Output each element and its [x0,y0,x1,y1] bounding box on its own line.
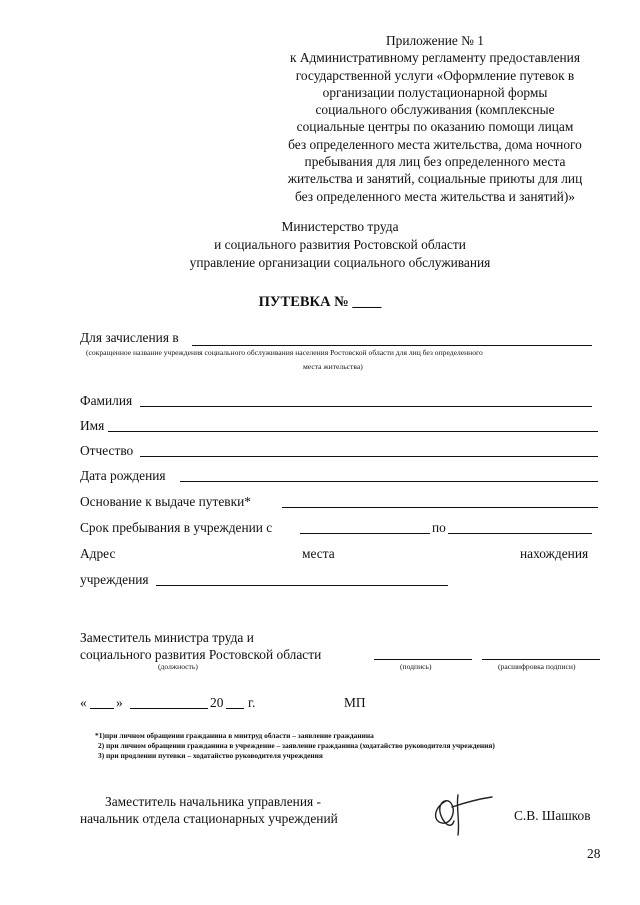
name-field[interactable] [108,431,598,432]
footnote: 2) при личном обращении гражданина в учреждение – заявление гражданина (ходатайство руководителя учреждения) [98,741,495,750]
appendix-line: без определенного места жительства, дома ночного [288,136,582,152]
address-word: нахождения [520,546,589,561]
date-year-suffix: г. [248,695,256,710]
enroll-hint-continued: места жительства) [303,362,363,371]
patronymic-label: Отчество [80,443,134,458]
appendix-header [250,32,620,205]
enroll-field[interactable] [192,345,592,346]
surname-field[interactable] [140,406,592,407]
basis-field[interactable] [282,507,598,508]
enroll-hint: (сокращенное название учреждения социального обслуживания населения Ростовской области для лиц без определенного [86,348,483,357]
ministry-line: и социального развития Ростовской области [214,237,466,252]
appendix-line: к Административному регламенту предоставления [289,50,581,66]
signer-name: С.В. Шашков [514,808,591,823]
appendix-line: социальные центры по оказанию помощи лицам [296,119,574,135]
patronymic-field[interactable] [140,456,598,457]
address-word: Адрес [80,546,116,561]
date-year-prefix: 20 [210,695,224,710]
enroll-label: Для зачисления в [80,330,179,345]
signer-position: социального развития Ростовской области [80,647,322,662]
stamp-place: МП [344,695,366,710]
footnote: 3) при продлении путевки – ходатайство руководителя учреждения [98,751,323,760]
date-day-field[interactable] [90,708,114,709]
appendix-line: организации полустационарной формы [322,84,548,100]
position-hint: (должность) [158,662,198,671]
date-close-quote: » [116,695,123,710]
appendix-line: социального обслуживания (комплексные [315,102,555,118]
stay-label: Срок пребывания в учреждении с [80,520,273,535]
document-title: ПУТЕВКА № ____ [258,294,382,310]
date-year-field[interactable] [226,708,244,709]
institution-address-field[interactable] [156,585,448,586]
address-word: места [302,546,335,561]
stay-to-label: по [432,520,446,535]
stay-to-field[interactable] [448,533,592,534]
signature-decoding-field[interactable] [482,659,600,660]
appendix-line: Приложение № 1 [385,33,485,48]
basis-label: Основание к выдаче путевки* [80,494,251,509]
footer-position: Заместитель начальника управления - [105,794,321,809]
birthdate-label: Дата рождения [80,468,166,483]
signature-field[interactable] [374,659,472,660]
birthdate-field[interactable] [180,481,598,482]
date-open-quote: « [80,695,87,710]
handwritten-signature [428,787,500,839]
signature-hint: (подпись) [400,662,432,671]
date-month-field[interactable] [130,708,208,709]
footnote: *1)при личном обращении гражданина в минтруд области – заявление гражданина [95,731,374,740]
name-label: Имя [80,418,105,433]
appendix-line: без определенного места жительства и занятий)» [295,188,575,204]
footer-position: начальник отдела стационарных учреждений [80,811,338,826]
signer-position: Заместитель министра труда и [80,630,254,645]
appendix-line: пребывания для лиц без определенного места [304,154,566,170]
ministry-line: управление организации социального обслуживания [189,255,491,270]
ministry-line: Министерство труда [281,219,399,234]
decoding-hint: (расшифровка подписи) [498,662,576,671]
appendix-line: государственной услуги «Оформление путевок в [295,67,575,83]
page-number: 28 [587,846,601,861]
stay-from-field[interactable] [300,533,430,534]
ministry-header [130,218,550,272]
institution-label: учреждения [80,572,149,587]
surname-label: Фамилия [80,393,133,408]
appendix-line: жительства и занятий, социальные приюты для лиц [287,171,583,187]
